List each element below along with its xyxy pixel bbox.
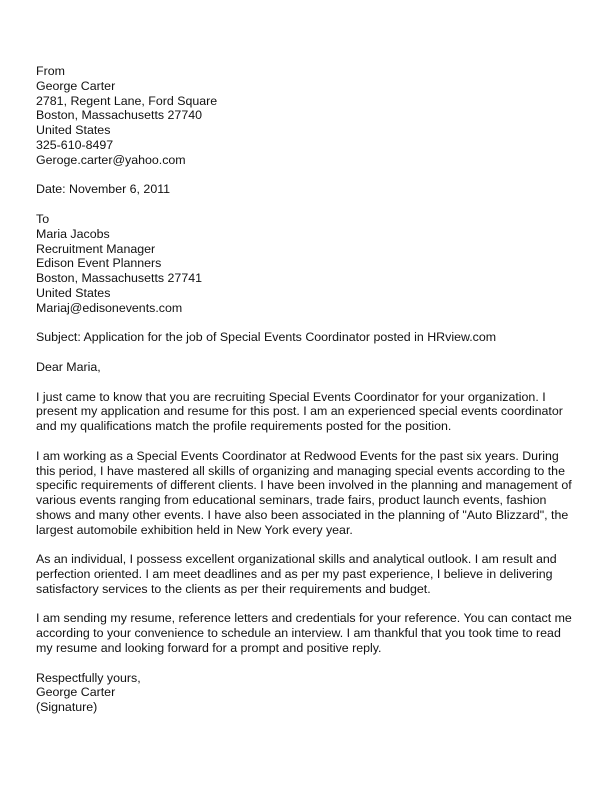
salutation: Dear Maria, [36, 359, 101, 374]
sender-email: Geroge.carter@yahoo.com [36, 152, 186, 167]
sender-heading: From [36, 64, 65, 78]
paragraph-line: my resume and looking forward for a prompt and positive reply. [36, 641, 382, 656]
paragraph-line: I am working as a Special Events Coordinator at Redwood Events for the past six years. During [36, 448, 559, 463]
paragraph-line: I am sending my resume, reference letters and credentials for your reference. You can contact me [36, 611, 572, 626]
paragraph-line: according to your convenience to schedule an interview. I am thankful that you took time to read [36, 626, 561, 641]
date-block [36, 182, 564, 197]
spacer [36, 656, 564, 671]
spacer [36, 168, 564, 183]
valediction: Respectfully yours, [36, 670, 141, 685]
sender-country: United States [36, 123, 111, 138]
sender-block [36, 64, 564, 168]
paragraph-line: As an individual, I possess excellent organizational skills and analytical outlook. I am result and [36, 552, 557, 567]
signature-placeholder: (Signature) [36, 700, 98, 715]
paragraph-line: largest automobile exhibition held in New York every year. [36, 522, 353, 537]
sender-address-line2: Boston, Massachusetts 27740 [36, 108, 202, 123]
paragraph-line: various events ranging from educational seminars, trade fairs, product launch events, fashion [36, 493, 547, 508]
spacer [36, 375, 564, 390]
spacer [36, 197, 564, 212]
closing-name: George Carter [36, 685, 116, 700]
recipient-block [36, 212, 564, 316]
recipient-address: Boston, Massachusetts 27741 [36, 271, 202, 286]
paragraph-line: specific requirements of different clients. I have been involved in the planning and management of [36, 478, 572, 493]
paragraph-1 [36, 390, 564, 434]
paragraph-2 [36, 448, 572, 538]
paragraph-line: perfection oriented. I am meet deadlines and as per my past experience, I believe in delivering [36, 567, 553, 582]
paragraph-line: satisfactory services to the clients as per their requirements and budget. [36, 581, 431, 596]
spacer [36, 434, 564, 449]
sender-phone: 325-610-8497 [36, 137, 114, 152]
paragraph-line: I just came to know that you are recruiting Special Events Coordinator for your organization. I [36, 389, 546, 404]
recipient-email: Mariaj@edisonevents.com [36, 300, 183, 315]
subject-block [36, 330, 564, 345]
salutation-block [36, 360, 564, 375]
paragraph-3 [36, 552, 564, 596]
spacer [36, 538, 564, 553]
recipient-heading: To [36, 211, 50, 226]
paragraph-line: this period, I have mastered all skills of organizing and managing special events according to the [36, 463, 565, 478]
closing-block [36, 671, 564, 715]
letter-subject: Subject: Application for the job of Special Events Coordinator posted in HRview.com [36, 330, 497, 345]
recipient-name: Maria Jacobs [36, 226, 110, 241]
paragraph-line: and my qualifications match the profile requirements posted for the position. [36, 419, 452, 434]
recipient-company: Edison Event Planners [36, 256, 162, 271]
recipient-country: United States [36, 285, 111, 300]
paragraph-line: present my application and resume for this post. I am an experienced special events coordinator [36, 404, 563, 419]
sender-name: George Carter [36, 78, 116, 93]
paragraph-line: shows and many other events. I have also been associated in the planning of "Auto Blizzard", the [36, 507, 569, 522]
letter-page [36, 64, 572, 715]
paragraph-4 [36, 611, 572, 656]
sender-address-line1: 2781, Regent Lane, Ford Square [36, 93, 218, 108]
recipient-title: Recruitment Manager [36, 241, 156, 256]
spacer [36, 345, 564, 360]
letter-date: Date: November 6, 2011 [36, 182, 171, 197]
spacer [36, 316, 564, 331]
spacer [36, 597, 564, 612]
